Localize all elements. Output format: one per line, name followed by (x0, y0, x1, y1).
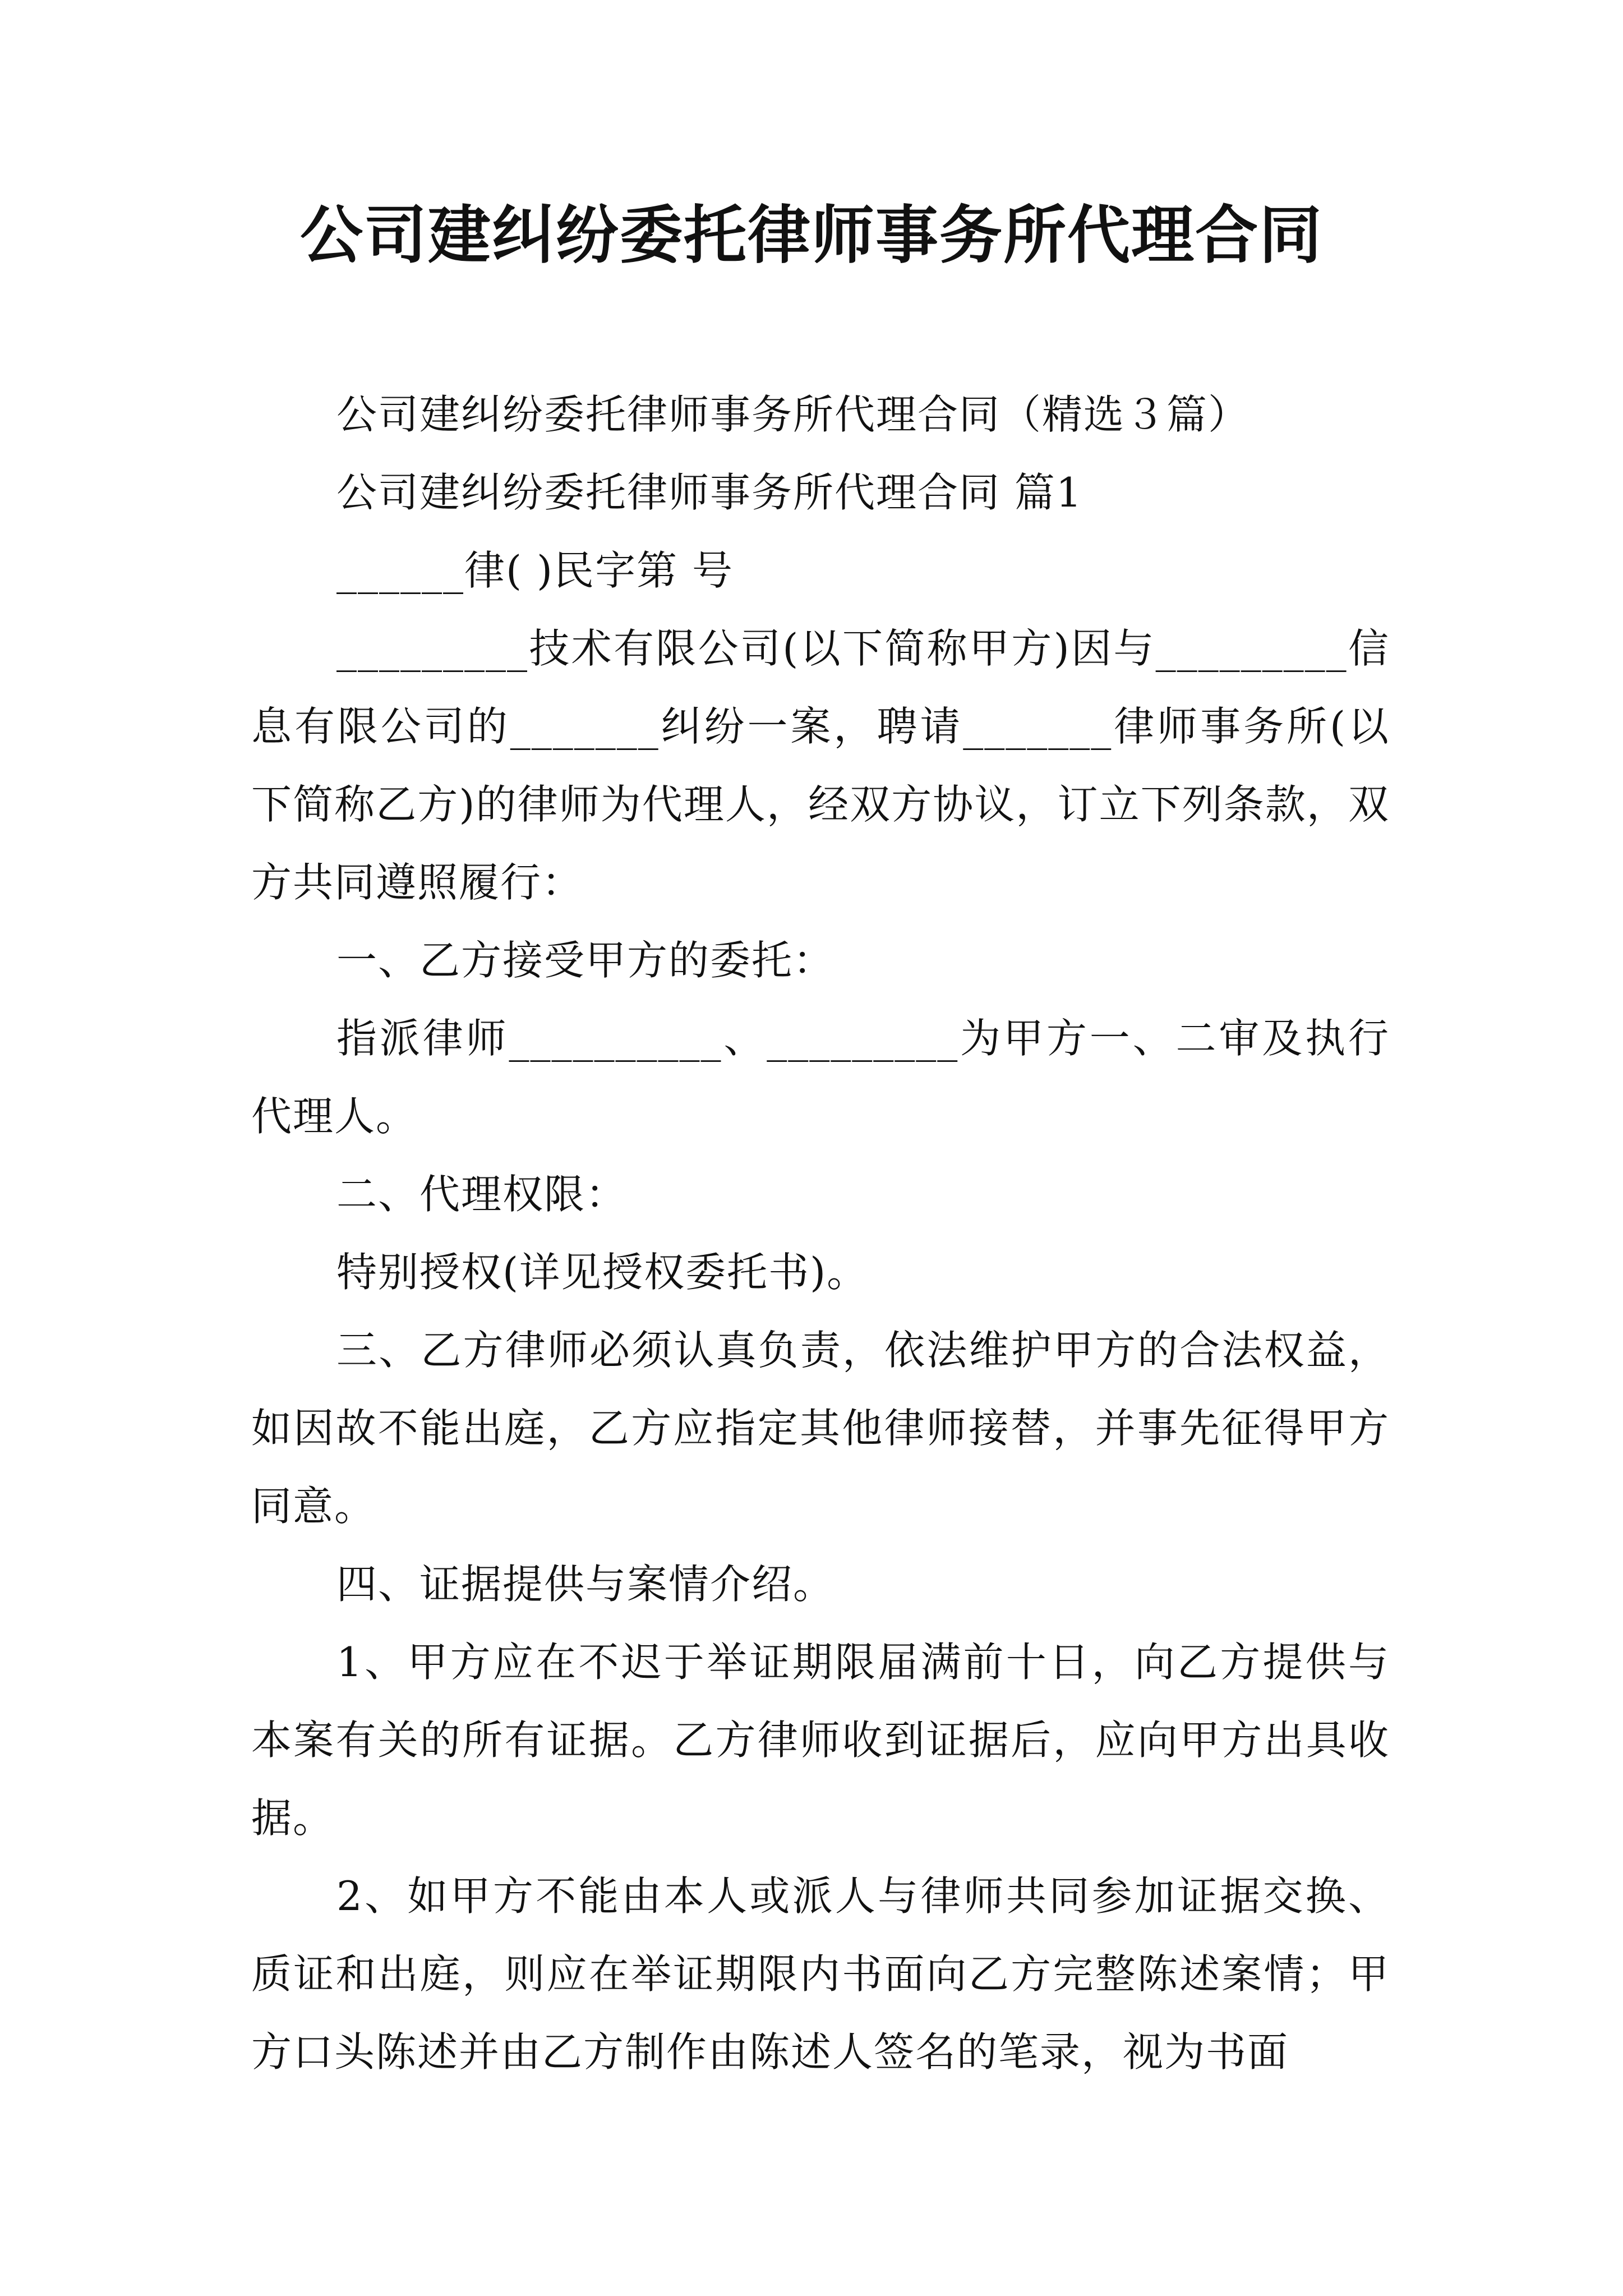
paragraph-part-heading: 公司建纠纷委托律师事务所代理合同 篇1 (336, 469, 1083, 516)
paragraph-contract-number: ______律( )民字第 号 (336, 547, 734, 594)
document-title: 公司建纠纷委托律师事务所代理合同 (300, 199, 1323, 272)
paragraph-clause-4-heading: 四、证据提供与案情介绍。 (336, 1561, 835, 1608)
paragraph-parties: _________技术有限公司(以下简称甲方)因与_________信息有限公司的_______纠纷一案，聘请_______律师事务所(以下简称乙方)的律师为代理人，经双方协议，订立下列条款，双方共同遵照履行： (251, 625, 1390, 906)
paragraph-clause-4-item-1: 1、甲方应在不迟于举证期限届满前十日，向乙方提供与本案有关的所有证据。乙方律师收到证据后，应向甲方出具收据。 (251, 1639, 1390, 1842)
paragraph-clause-1-heading: 一、乙方接受甲方的委托： (336, 937, 835, 984)
paragraph-clause-3: 三、乙方律师必须认真负责，依法维护甲方的合法权益，如因故不能出庭，乙方应指定其他律师接替，并事先征得甲方同意。 (251, 1327, 1390, 1530)
paragraph-clause-4-item-2: 2、如甲方不能由本人或派人与律师共同参加证据交换、质证和出庭，则应在举证期限内书面向乙方完整陈述案情；甲方口头陈述并由乙方制作由陈述人签名的笔录，视为书面 (251, 1872, 1390, 2076)
paragraph-subtitle: 公司建纠纷委托律师事务所代理合同（精选３篇） (336, 391, 1250, 438)
document-body (251, 376, 1390, 2091)
paragraph-clause-1-body: 指派律师__________、_________为甲方一、二审及执行代理人。 (251, 1015, 1390, 1140)
paragraph-clause-2-body: 特别授权(详见授权委托书)。 (336, 1249, 869, 1296)
paragraph-clause-2-heading: 二、代理权限： (336, 1171, 628, 1218)
